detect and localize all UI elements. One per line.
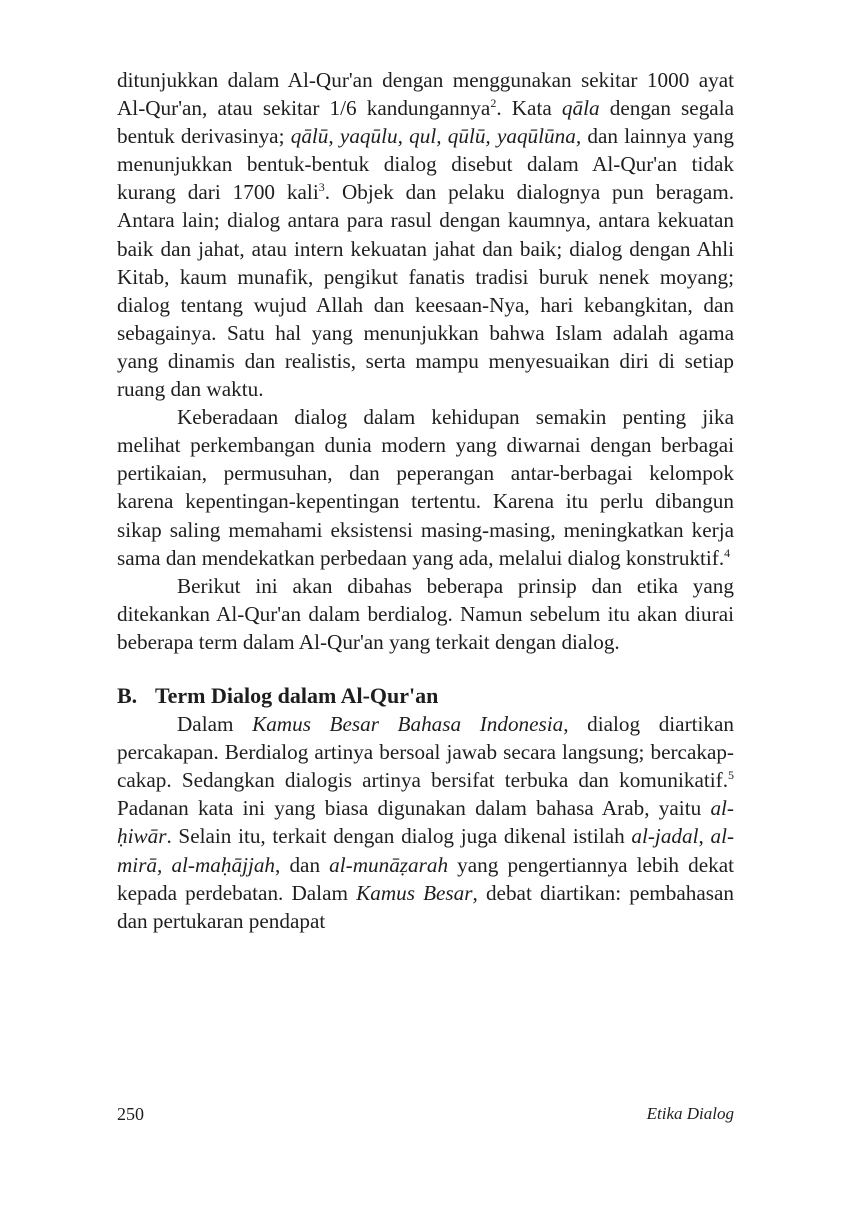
paragraph-4: Dalam Kamus Besar Bahasa Indonesia, dialog diartikan percakapan. Berdialog artinya bersoal jawab secara langsung; bercakap-cakap. Sedangkan dialogis artinya bersifat terbuka dan komunikatif.$^5$ Padanan kata ini yang biasa digunakan dalam bahasa Arab, yaitu al-ḥiwār. Selain itu, terkait dengan dialog juga dikenal istilah al-jadal, al-mirā, al-maḥājjah, dan al-munāẓarah yang pengertiannya lebih dekat kepada perdebatan. Dalam Kamus Besar, debat diartikan: pembahasan dan pertukaran pendapat bbox=[117, 712, 735, 933]
section-heading bbox=[117, 682, 734, 710]
section-number: B. bbox=[117, 682, 138, 708]
paragraph-1: ditunjukkan dalam Al-Qur'an dengan menggunakan sekitar 1000 ayat Al-Qur'an, atau sekitar 1/6 kandungannya$^2$. Kata qāla dengan segala bentuk derivasinya; qālū, yaqūlu, qul, qūlū, yaqūlūna, dan lainnya yang menunjukkan bentuk-bentuk dialog disebut dalam Al-Qur'an tidak kurang dari 1700 kali$^3$. Objek dan pelaku dialognya pun beragam. Antara lain; dialog antara para rasul dengan kaumnya, antara kekuatan baik dan jahat, atau intern kekuatan jahat dan baik; dialog dengan Ahli Kitab, kaum munafik, pengikut fanatis tradisi buruk nenek moyang; dialog tentang wujud Allah dan keesaan-Nya, hari kebangkitan, dan sebagainya. Satu hal yang menunjukkan bahwa Islam adalah agama yang dinamis dan realistis, serta mampu menyesuaikan diri di setiap ruang dan waktu. bbox=[117, 68, 735, 402]
paragraph-3: Berikut ini akan dibahas beberapa prinsip dan etika yang ditekankan Al-Qur'an dalam berdialog. Namun sebelum itu akan diurai beberapa term dalam Al-Qur'an yang terkait dengan dialog. bbox=[117, 573, 734, 654]
page-number: 250 bbox=[117, 1104, 144, 1124]
arabic-term: al-munāẓarah bbox=[329, 852, 449, 877]
arabic-term: qāla bbox=[561, 96, 600, 121]
arabic-term: al-mirā, al-maḥājjah bbox=[117, 824, 735, 877]
book-title: Kamus Besar bbox=[356, 880, 473, 905]
footnote-ref-3[interactable]: 3 bbox=[318, 180, 325, 195]
page-body bbox=[117, 66, 734, 935]
footnote-ref-4[interactable]: 4 bbox=[724, 545, 731, 560]
running-title: Etika Dialog bbox=[646, 1104, 734, 1123]
footnote-ref-5[interactable]: 5 bbox=[728, 768, 734, 783]
arabic-term: al-jadal bbox=[631, 824, 699, 849]
book-title: Kamus Besar Bahasa Indonesia bbox=[252, 712, 564, 737]
arabic-term: qālū, yaqūlu, qul, qūlū, yaqūlūna, bbox=[290, 124, 582, 149]
section-title: Term Dialog dalam Al-Qur'an bbox=[155, 682, 439, 708]
arabic-term: al-ḥiwār bbox=[117, 796, 734, 849]
paragraph-2: Keberadaan dialog dalam kehidupan semakin penting jika melihat perkembangan dunia modern yang diwarnai dengan berbagai pertikaian, permusuhan, dan peperangan antar-berbagai kelompok karena kepentingan-kepentingan tertentu. Karena itu perlu dibangun sikap saling memahami eksistensi masing-masing, meningkatkan kerja sama dan mendekatkan perbedaan yang ada, melalui dialog konstruktif.$^4$ bbox=[117, 405, 734, 570]
footnote-ref-2[interactable]: 2 bbox=[490, 96, 497, 111]
